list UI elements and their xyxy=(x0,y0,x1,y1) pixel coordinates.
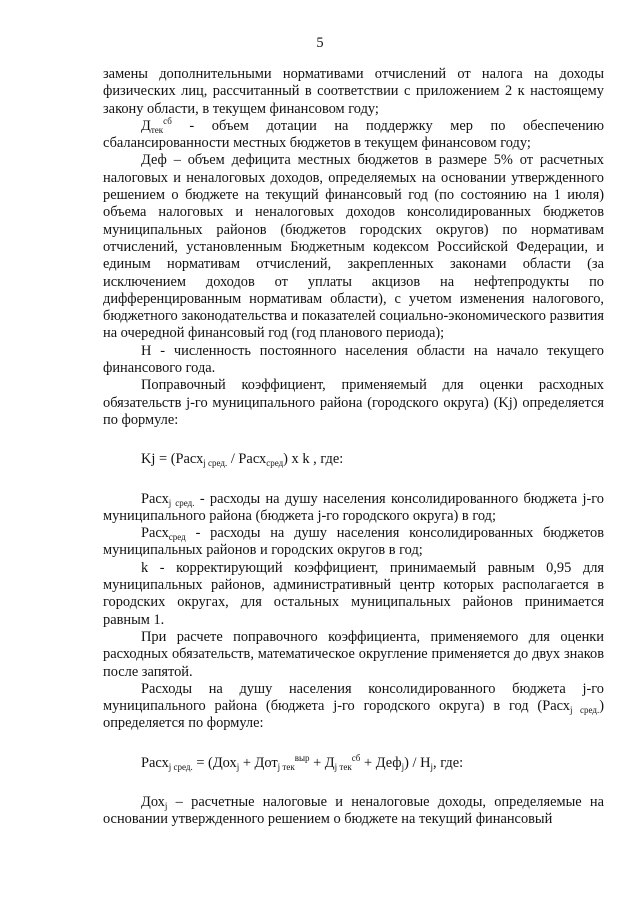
formula-rash xyxy=(103,752,604,772)
symbol-d-sup: сб xyxy=(163,115,172,126)
formula-rash-sub-d: j тек xyxy=(334,761,352,772)
formula-rash-sup-c: выр xyxy=(294,752,310,763)
paragraph-9: k - корректирующий коэффициент, принимаемый равным 0,95 для муниципальных районов, административный центр которых располагается в городских округах, для остальных муниципальных районов принимается равным 1. xyxy=(103,559,604,628)
paragraph-10: При расчете поправочного коэффициента, применяемого для оценки расходных обязательств, математическое округление применяется до двух знаков после запятой. xyxy=(103,628,604,680)
paragraph-11-text-a: Расходы на душу населения консолидированного бюджета j-го муниципального района (бюджета j-го городского округа) в год (Расх xyxy=(103,680,604,715)
formula-rash-part-c: + Дот xyxy=(239,754,278,771)
formula-kj-part-b: / Расх xyxy=(227,451,267,468)
paragraph-1: замены дополнительными нормативами отчислений от налога на доходы физических лиц, рассчитанный в соответствии с приложением 2 к настоящему закону области, в текущем финансовом году; xyxy=(103,66,604,117)
formula-rash-part-g: , где: xyxy=(433,754,464,771)
symbol-doh-sub: j xyxy=(164,800,168,811)
paragraph-8 xyxy=(103,525,604,560)
paragraph-7-text: - расходы на душу населения консолидированного бюджета j-го муниципального района (бюджета j-го городского округа) в год; xyxy=(103,490,604,524)
formula-rash-part-d: + Д xyxy=(309,754,335,771)
paragraph-11-text-b: ) определяется по формуле: xyxy=(103,698,604,732)
formula-rash-part-f: ) / Н xyxy=(404,754,431,771)
paragraph-2-text: - объем дотации на поддержку мер по обеспечению сбалансированности местных бюджетов в текущем финансовом году; xyxy=(103,117,604,152)
symbol-rash-sred-sub: сред xyxy=(168,532,186,543)
paragraph-3: Деф – объем дефицита местных бюджетов в размере 5% от расчетных налоговых и неналоговых доходов, определяемых на основании утвержденного решением о бюджете на текущий финансовый год (по состоянию на 1 июля) объема налоговых и неналоговых доходов консолидированных бюджетов муниципальных районов (бюджетов городских округов) по нормативам отчислений, установленным Бюджетным кодексом Российской Федерации, и единым нормативам отчислений, закрепленных законами области (за исключением доходов от уплаты акцизов на нефтепродукты по дифференцированным нормативам области), с учетом изменения налогового, бюджетного законодательства и показателей социально-экономического развития на очередной финансовый год (год планового периода); xyxy=(103,152,604,342)
formula-rash-part-b: = (Дох xyxy=(192,754,237,771)
symbol-doh: Дох xyxy=(141,793,165,810)
formula-kj-sub-b: сред xyxy=(266,458,284,469)
formula-kj xyxy=(103,451,604,468)
formula-rash-sub-e: j xyxy=(401,761,405,772)
page-number: 5 xyxy=(316,35,324,51)
paragraph-8-text: - расходы на душу населения консолидированных бюджетов муниципальных районов и городских округов в год; xyxy=(103,525,604,559)
paragraph-13-text: – расчетные налоговые и неналоговые доходы, определяемые на основании утвержденного решением о бюджете на текущий финансовый xyxy=(103,793,604,828)
symbol-rash: Расх xyxy=(141,490,169,507)
symbol-rash-sub: j сред. xyxy=(168,497,195,508)
formula-kj-part-c: ) x k , где: xyxy=(283,451,344,468)
formula-kj-sub-a: j сред. xyxy=(203,458,228,469)
formula-rash-sub-f: j xyxy=(430,761,434,772)
formula-kj-part-a: Kj = (Расх xyxy=(141,451,204,468)
symbol-d-sub: тек xyxy=(150,124,164,135)
document-body xyxy=(103,66,604,829)
paragraph-5: Поправочный коэффициент, применяемый для оценки расходных обязательств j-го муниципального района (городского округа) (Kj) определяется по формуле: xyxy=(103,377,604,428)
paragraph-11-sub: j сред. xyxy=(570,705,600,716)
formula-rash-part-e: + Деф xyxy=(360,754,402,771)
paragraph-4: Н - численность постоянного населения области на начало текущего финансового года. xyxy=(103,342,604,377)
formula-rash-part-a: Расх xyxy=(141,754,169,771)
formula-rash-sub-a: j сред. xyxy=(168,761,193,772)
formula-rash-sub-c: j тек xyxy=(277,761,295,772)
paragraph-11 xyxy=(103,681,604,733)
formula-rash-sup-d: сб xyxy=(351,752,361,763)
paragraph-13 xyxy=(103,794,604,829)
formula-rash-sub-b: j xyxy=(236,761,240,772)
paragraph-7 xyxy=(103,491,604,526)
symbol-d: Д xyxy=(141,117,151,134)
symbol-rash-sred: Расх xyxy=(141,525,169,542)
paragraph-2 xyxy=(103,115,604,153)
